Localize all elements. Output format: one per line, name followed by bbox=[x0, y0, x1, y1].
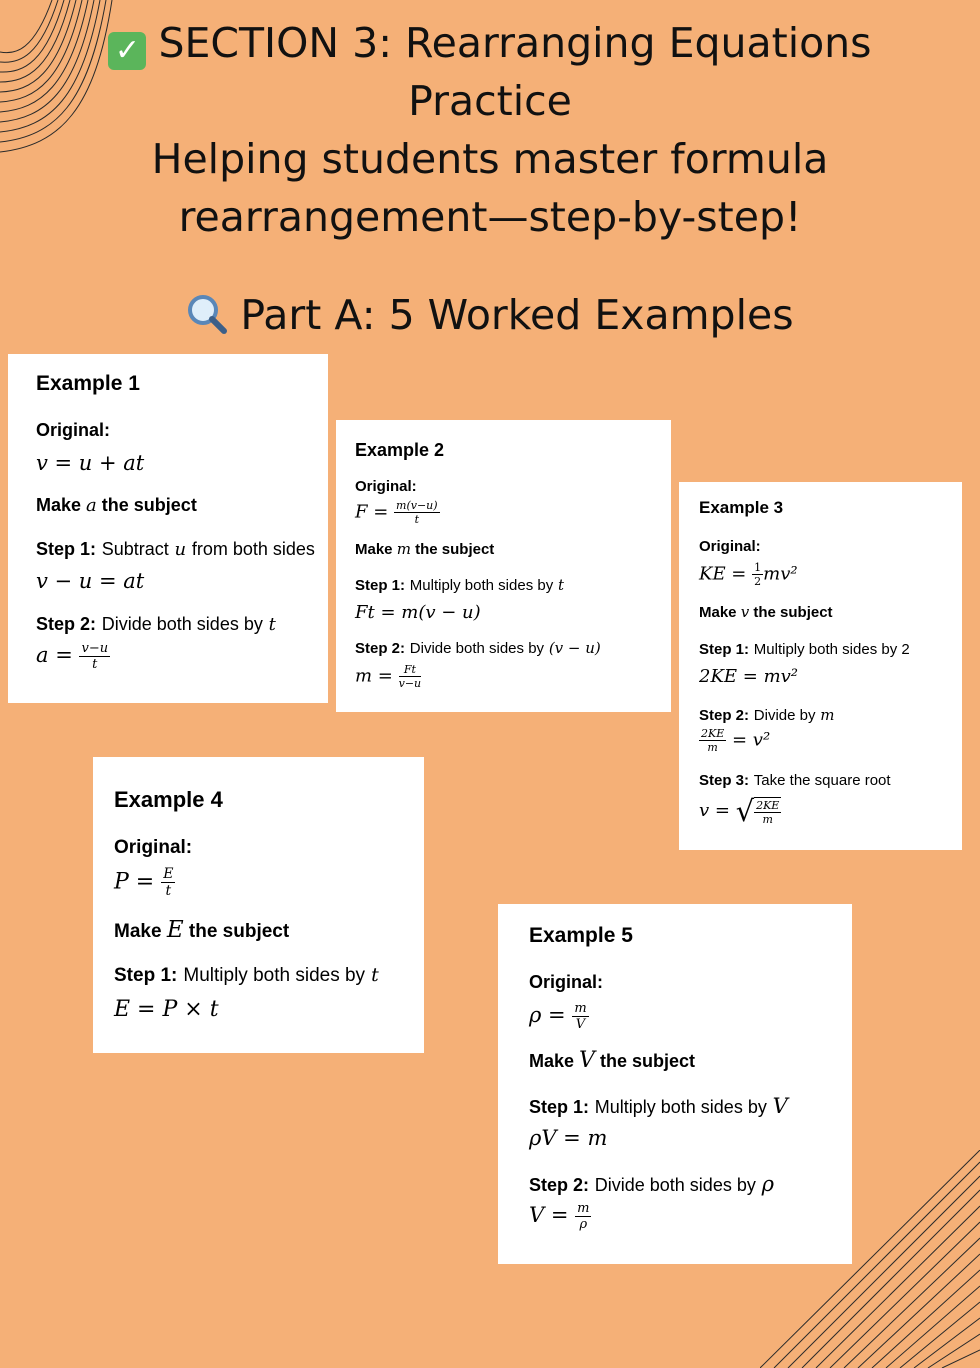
step-1-result: 2KE = mv² bbox=[699, 666, 799, 687]
make-suffix: the subject bbox=[415, 541, 495, 558]
make-subject bbox=[114, 917, 289, 943]
step-2 bbox=[355, 639, 601, 657]
step-label: Step 1: bbox=[36, 539, 97, 559]
section-title-line-2: Practice bbox=[408, 77, 572, 125]
step-label: Step 2: bbox=[36, 614, 97, 634]
step-label: Step 1: bbox=[355, 577, 406, 594]
step-label: Step 1: bbox=[699, 641, 750, 658]
make-prefix: Make bbox=[699, 604, 737, 621]
step-3 bbox=[699, 771, 891, 789]
step-variable: (v − u) bbox=[548, 639, 601, 657]
fraction-denominator: t bbox=[165, 883, 172, 899]
step-1 bbox=[114, 964, 379, 987]
step-1 bbox=[529, 1094, 788, 1118]
equation-fraction bbox=[161, 867, 175, 898]
step-1 bbox=[355, 576, 564, 594]
step-label: Step 3: bbox=[699, 772, 750, 789]
step-label: Step 1: bbox=[529, 1097, 590, 1117]
make-variable: E bbox=[166, 917, 184, 943]
step-text: Divide both sides by bbox=[594, 1175, 756, 1195]
result-lhs: a = bbox=[36, 643, 73, 667]
equation-lhs: P = bbox=[114, 869, 155, 895]
make-prefix: Make bbox=[355, 541, 393, 558]
check-mark-icon: ✓ bbox=[108, 32, 146, 70]
make-prefix: Make bbox=[36, 495, 82, 515]
step-2 bbox=[36, 614, 276, 635]
equation-lhs: KE = bbox=[699, 563, 747, 585]
original-equation bbox=[114, 867, 175, 898]
subtitle-line-2: rearrangement—step-by-step! bbox=[178, 193, 802, 241]
step-variable: t bbox=[557, 576, 565, 594]
result-fraction bbox=[699, 728, 726, 753]
step-2 bbox=[699, 706, 835, 724]
fraction-denominator: v−u bbox=[398, 677, 422, 690]
result-lhs: v = bbox=[699, 800, 730, 821]
subtitle-line-1: Helping students master formula bbox=[151, 135, 829, 183]
fraction-numerator: E bbox=[163, 866, 174, 882]
example-title: Example 3 bbox=[699, 498, 784, 517]
equation-fraction bbox=[752, 562, 763, 587]
original-label: Original: bbox=[529, 972, 604, 992]
result-fraction bbox=[575, 1202, 591, 1231]
make-variable: V bbox=[579, 1048, 595, 1073]
fraction-numerator: m bbox=[574, 1001, 587, 1016]
fraction-denominator: t bbox=[92, 657, 98, 672]
original-label: Original: bbox=[114, 837, 193, 858]
result-lhs: m = bbox=[355, 665, 393, 687]
part-a-title bbox=[0, 286, 980, 344]
part-a-title-text: Part A: 5 Worked Examples bbox=[240, 291, 794, 339]
make-variable: v bbox=[740, 603, 750, 621]
step-1 bbox=[699, 640, 910, 658]
fraction-denominator: V bbox=[575, 1017, 586, 1032]
example-1-card bbox=[8, 354, 328, 703]
equation-rhs: mv² bbox=[763, 563, 798, 585]
step-suffix: from both sides bbox=[191, 539, 315, 559]
step-2-result bbox=[699, 728, 770, 753]
original-equation: v = u + at bbox=[36, 451, 145, 475]
make-suffix: the subject bbox=[101, 495, 197, 515]
example-title: Example 4 bbox=[114, 787, 223, 812]
equation-fraction bbox=[572, 1002, 588, 1031]
step-text: Multiply both sides by 2 bbox=[753, 641, 910, 658]
fraction-numerator: m bbox=[577, 1201, 590, 1216]
make-subject bbox=[529, 1048, 695, 1073]
make-subject bbox=[36, 495, 197, 516]
fraction-numerator: 1 bbox=[754, 561, 762, 574]
make-suffix: the subject bbox=[188, 921, 290, 942]
example-title: Example 5 bbox=[529, 924, 633, 947]
radical-sign-icon: √ bbox=[735, 794, 755, 828]
page-header bbox=[0, 14, 980, 246]
example-5-card bbox=[498, 904, 852, 1264]
step-1-result: ρV = m bbox=[529, 1126, 608, 1150]
fraction-numerator: m(v−u) bbox=[396, 499, 438, 512]
example-title: Example 2 bbox=[355, 440, 445, 460]
step-2-result bbox=[355, 664, 421, 689]
step-label: Step 2: bbox=[355, 640, 406, 657]
make-variable: a bbox=[86, 495, 97, 516]
fraction-denominator: 2 bbox=[754, 575, 762, 588]
make-subject bbox=[355, 540, 494, 558]
fraction-numerator: 2KE bbox=[756, 799, 780, 812]
step-variable: t bbox=[371, 964, 379, 986]
equation-lhs: F = bbox=[355, 501, 389, 523]
step-variable: u bbox=[174, 539, 187, 560]
result-rhs: = v² bbox=[731, 729, 771, 751]
make-suffix: the subject bbox=[753, 604, 833, 621]
fraction-denominator: m bbox=[762, 813, 773, 826]
step-text: Divide by bbox=[753, 707, 816, 724]
original-label: Original: bbox=[355, 478, 417, 495]
step-variable: m bbox=[820, 706, 835, 724]
original-label: Original: bbox=[699, 538, 761, 555]
fraction-denominator: t bbox=[414, 513, 419, 526]
fraction-numerator: v−u bbox=[81, 641, 109, 656]
step-2 bbox=[529, 1172, 774, 1196]
equation-lhs: ρ = bbox=[529, 1003, 566, 1027]
section-title-line-1: SECTION 3: Rearranging Equations bbox=[158, 19, 872, 67]
make-suffix: the subject bbox=[599, 1051, 695, 1071]
step-2-result bbox=[36, 642, 110, 671]
result-lhs: V = bbox=[529, 1203, 569, 1227]
example-title: Example 1 bbox=[36, 372, 140, 395]
step-variable: t bbox=[268, 614, 276, 635]
example-2-card bbox=[336, 420, 671, 712]
fraction-denominator: ρ bbox=[579, 1217, 588, 1232]
step-1-result: Ft = m(v − u) bbox=[355, 602, 481, 623]
step-label: Step 1: bbox=[114, 965, 178, 986]
step-label: Step 2: bbox=[699, 707, 750, 724]
make-variable: m bbox=[396, 540, 411, 558]
example-3-card bbox=[679, 482, 962, 850]
result-fraction bbox=[754, 800, 781, 825]
fraction-numerator: Ft bbox=[399, 664, 422, 677]
fraction-denominator: m bbox=[707, 741, 718, 754]
step-text: Multiply both sides by bbox=[183, 965, 366, 986]
step-label: Step 2: bbox=[529, 1175, 590, 1195]
equation-fraction bbox=[394, 500, 440, 525]
magnifying-glass-icon bbox=[186, 293, 228, 335]
step-text: Subtract bbox=[101, 539, 169, 559]
result-fraction bbox=[399, 664, 422, 689]
original-equation bbox=[699, 562, 798, 587]
make-prefix: Make bbox=[529, 1051, 575, 1071]
step-2-result bbox=[529, 1202, 591, 1231]
step-1 bbox=[36, 539, 315, 560]
step-1-result: v − u = at bbox=[36, 569, 145, 593]
step-1-result: E = P × t bbox=[114, 997, 219, 1022]
square-root bbox=[736, 794, 782, 828]
step-text: Divide both sides by bbox=[409, 640, 545, 657]
step-3-result bbox=[699, 794, 781, 828]
step-text: Take the square root bbox=[753, 772, 891, 789]
fraction-numerator: 2KE bbox=[701, 727, 725, 740]
result-fraction bbox=[79, 642, 110, 671]
step-text: Multiply both sides by bbox=[594, 1097, 767, 1117]
original-equation bbox=[529, 1002, 589, 1031]
example-4-card bbox=[93, 757, 424, 1053]
make-prefix: Make bbox=[114, 921, 162, 942]
step-variable: V bbox=[772, 1094, 788, 1118]
original-equation bbox=[355, 500, 440, 525]
step-text: Multiply both sides by bbox=[409, 577, 554, 594]
step-text: Divide both sides by bbox=[101, 614, 263, 634]
original-label: Original: bbox=[36, 420, 111, 440]
step-variable: ρ bbox=[761, 1172, 774, 1196]
make-subject bbox=[699, 603, 833, 621]
section-title bbox=[0, 14, 980, 72]
